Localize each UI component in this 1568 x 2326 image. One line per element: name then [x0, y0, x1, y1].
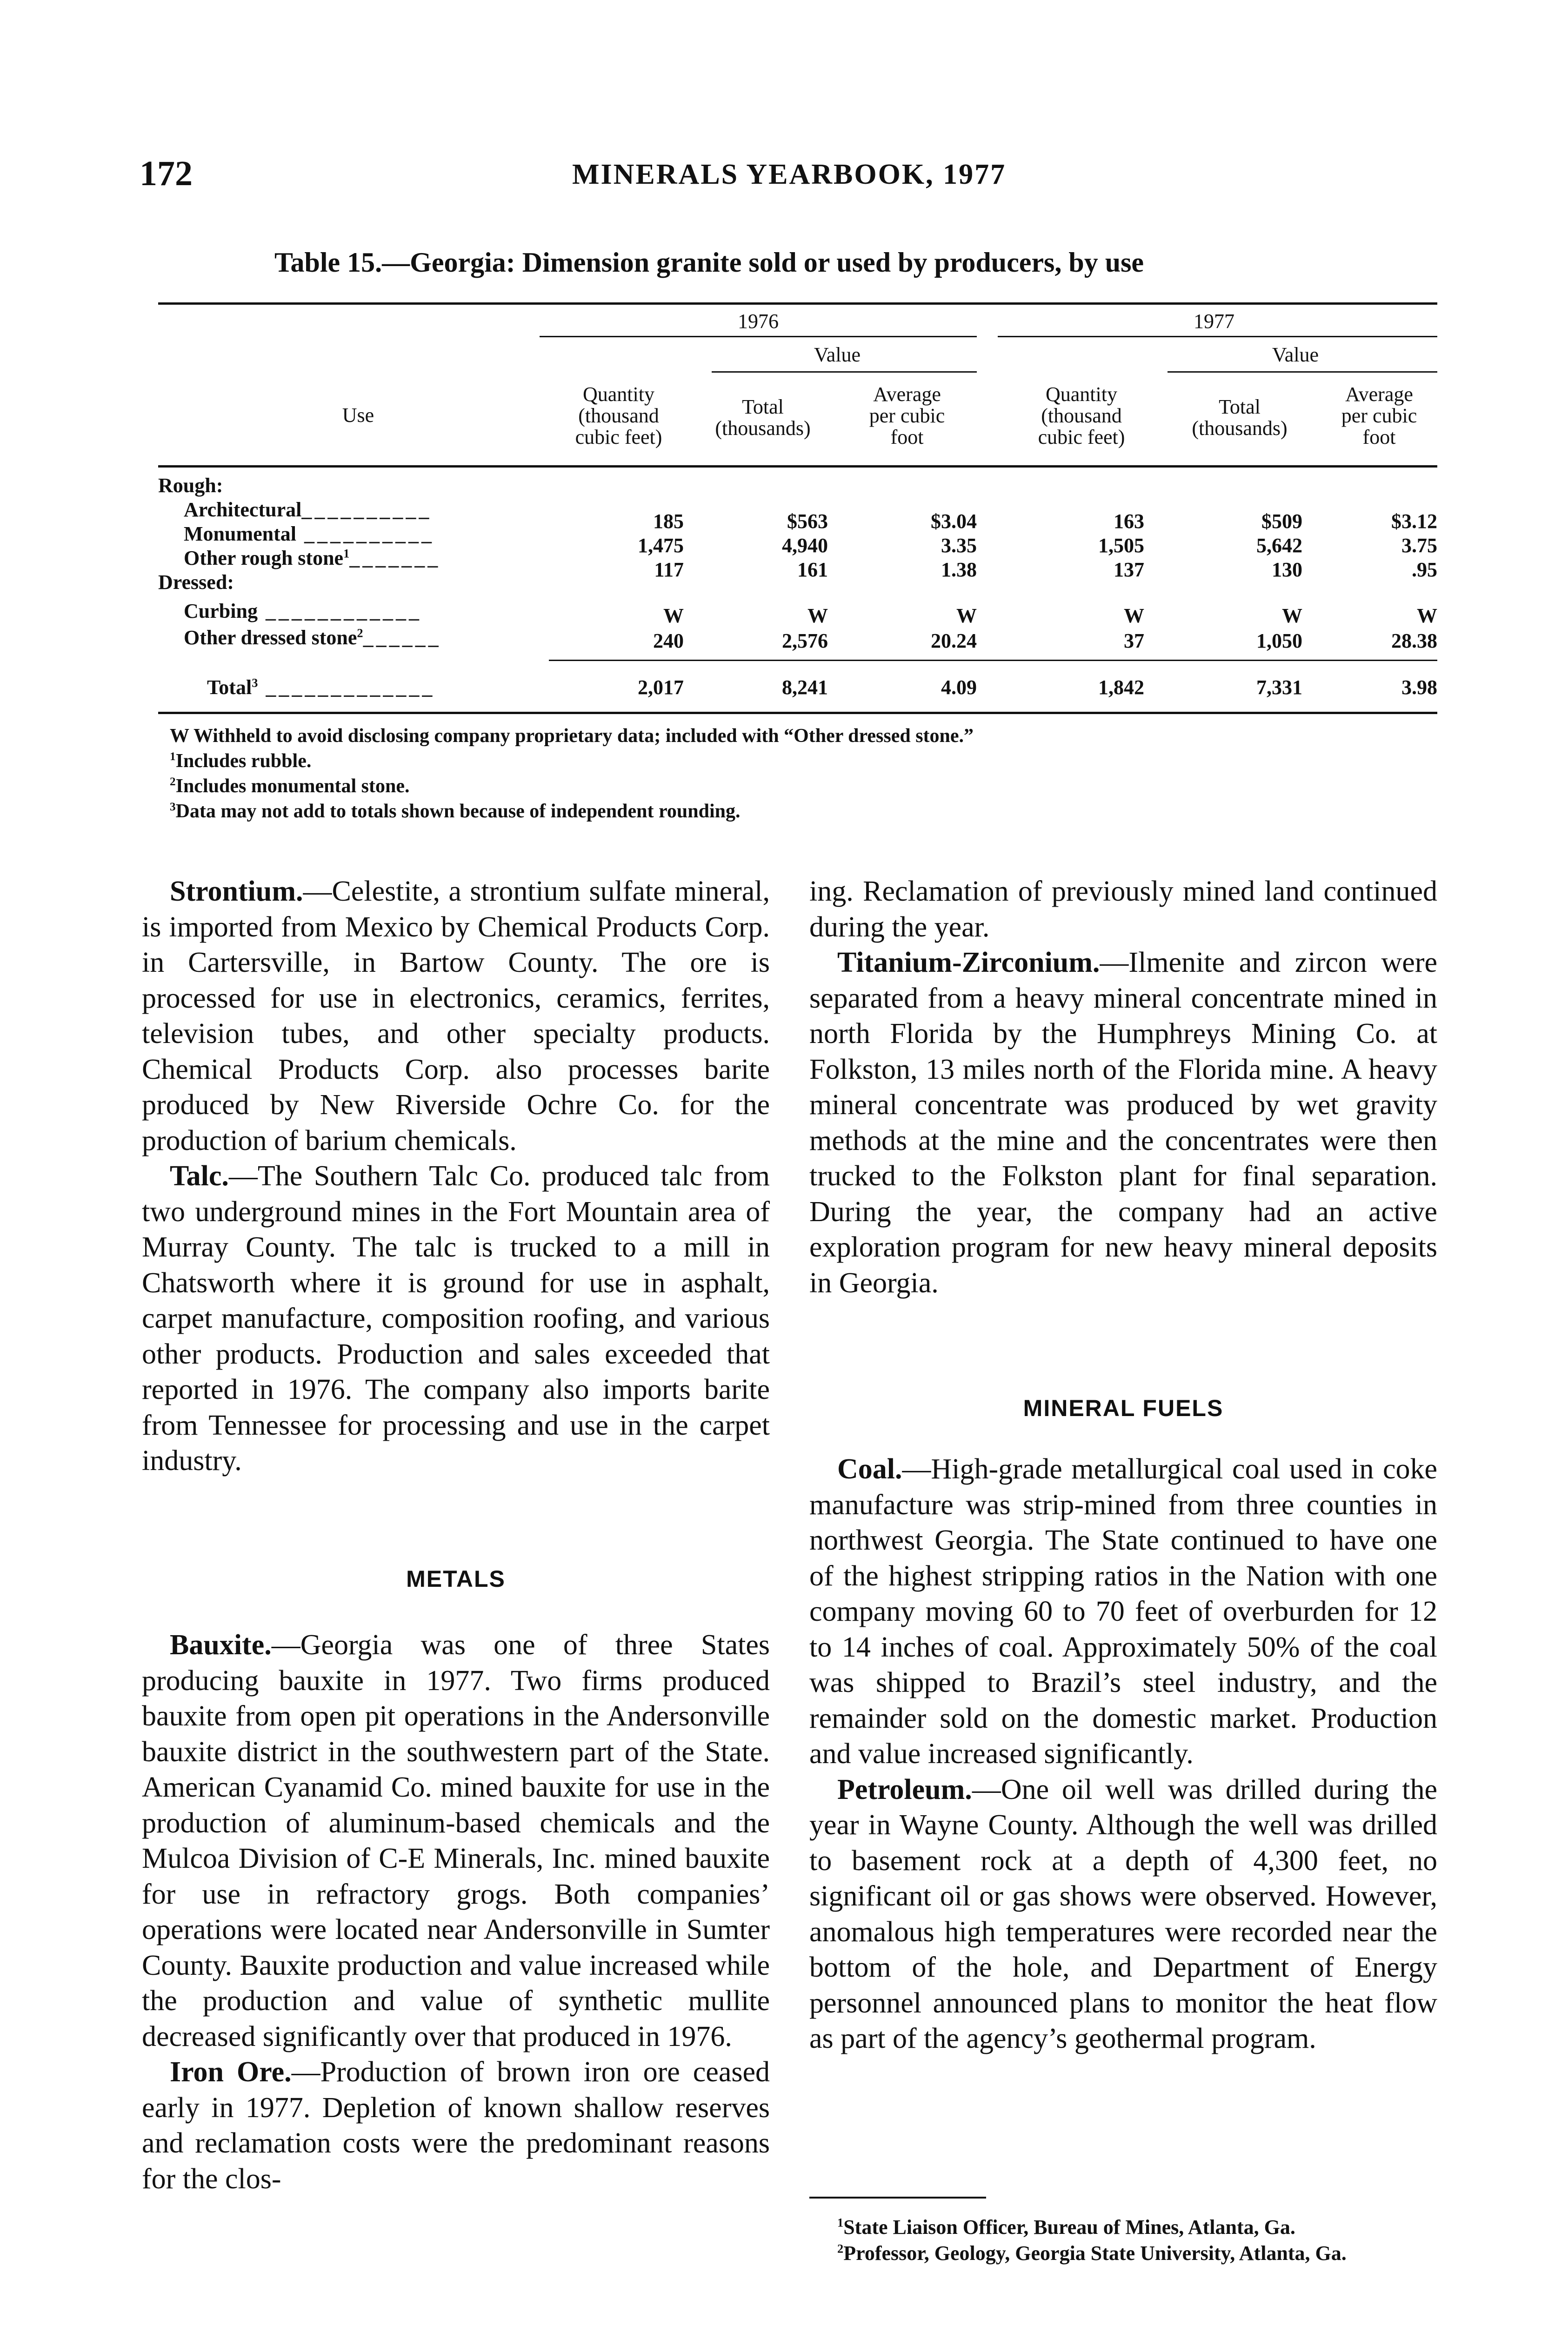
cell-other-dressed-a76: 20.24: [931, 629, 977, 652]
table-footnote-2: $^2$Includes monumental stone.: [170, 775, 410, 797]
cell-architectural-t77: $509: [1261, 510, 1302, 533]
value-1976-heading: Value: [814, 343, 861, 366]
value-1977-rule: [1168, 371, 1437, 373]
cell-other-rough-a76: 1.38: [941, 558, 977, 581]
row-label-monumental: Monumental __________: [184, 522, 434, 545]
cell-monumental-a77: 3.75: [1401, 534, 1437, 557]
cell-curbing-t76: W: [807, 604, 828, 627]
bauxite-paragraph: Bauxite.—Georgia was one of three States producing bauxite in 1977. Two firms produced bauxite from open pit operations in the Andersonville bauxite district in the southwestern part of the State. American Cyanamid Co. mined bauxite for use in the production of aluminum-based chemicals and the Mulcoa Division of C-E Minerals, Inc. mined bauxite for use in refractory grogs. Both companies’ operations were located near Andersonville in Sumter County. Bauxite production and value increased while the production and value of synthetic mullite decreased significantly over that produced in 1976.: [142, 1629, 770, 2052]
cell-other-rough-q77: 137: [1114, 558, 1144, 581]
table-footnote-w: W Withheld to avoid disclosing company proprietary data; included with “Other dressed stone.”: [170, 725, 974, 747]
quantity-1976-heading: Quantity (thousand cubic feet): [575, 383, 662, 448]
cell-other-rough-t77: 130: [1272, 558, 1302, 581]
cell-architectural-a77: $3.12: [1391, 510, 1437, 533]
metals-heading: METALS: [406, 1566, 506, 1592]
coal-paragraph: Coal.—High-grade metallurgical coal used in coke manufacture was strip-mined from three counties in northwest Georgia. The State continued to have one of the highest stripping ratios in the Nation with one company moving 60 to 70 feet of overburden for 12 to 14 inches of coal. Approximately 50% of the coal was shipped to Brazil’s steel industry, and the remainder sold on the domestic market. Production and value increased significantly.: [809, 1453, 1437, 1770]
row-label-architectural: Architectural__________: [184, 498, 432, 521]
right-column-top: [809, 874, 1437, 1301]
cell-curbing-t77: W: [1282, 604, 1302, 627]
cell-other-rough-q76: 117: [654, 558, 684, 581]
author-note-1: $^1$State Liaison Officer, Bureau of Mines, Atlanta, Ga.: [837, 2215, 1295, 2239]
cell-monumental-a76: 3.35: [941, 534, 977, 557]
iron-ore-paragraph: Iron Ore.—Production of brown iron ore ceased early in 1977. Depletion of known shallow reserves and reclamation costs were the predominant reasons for the clos-: [142, 2056, 770, 2195]
cell-curbing-a76: W: [956, 604, 977, 627]
cell-architectural-q76: 185: [653, 510, 684, 533]
group-dressed: Dressed:: [158, 571, 234, 594]
quantity-1977-heading: Quantity (thousand cubic feet): [1038, 383, 1125, 448]
average-1976-heading: Average per cubic foot: [869, 383, 945, 448]
cell-other-dressed-t76: 2,576: [782, 629, 828, 652]
petroleum-paragraph: Petroleum.—One oil well was drilled during the year in Wayne County. Although the well was drilled to basement rock at a depth of 4,300 feet, no significant oil or gas shows were observed. However, anomalous high temperatures were recorded near the bottom of the hole, and Department of Energy personnel announced plans to monitor the heat flow as part of the agency’s geothermal program.: [809, 1773, 1437, 2054]
strontium-paragraph: Strontium.—Celestite, a strontium sulfate mineral, is imported from Mexico by Chemical Products Corp. in Cartersville, in Bartow County. The ore is processed for use in electronics, ceramics, ferrites, television tubes, and other specialty products. Chemical Products Corp. also processes barite produced by New Riverside Ochre Co. for the production of barium chemicals.: [142, 876, 770, 1156]
cell-total-t76: 8,241: [782, 676, 828, 699]
cell-monumental-t76: 4,940: [782, 534, 828, 557]
talc-paragraph: Talc.—The Southern Talc Co. produced talc from two underground mines in the Fort Mountain area of Murray County. The talc is trucked to a mill in Chatsworth where it is ground for use in asphalt, carpet manufacture, composition roofing, and various other products. Production and sales exceeded that reported in 1976. The company also imports barite from Tennessee for processing and use in the carpet industry.: [142, 1160, 770, 1477]
left-column-bottom: [142, 1627, 770, 2197]
year-1977-heading: 1977: [1194, 310, 1234, 333]
cell-total-a76: 4.09: [941, 676, 977, 699]
cell-curbing-q76: W: [663, 604, 684, 627]
cell-monumental-t77: 5,642: [1256, 534, 1302, 557]
page-number: 172: [140, 154, 193, 193]
use-heading: Use: [342, 404, 374, 427]
cell-other-dressed-q77: 37: [1124, 629, 1144, 652]
year-1976-rule: [540, 336, 977, 337]
cell-total-a77: 3.98: [1401, 676, 1437, 699]
left-column-top: [142, 874, 770, 1479]
author-notes-rule: [809, 2197, 986, 2199]
cell-curbing-a77: W: [1417, 604, 1437, 627]
right-column-bottom: [809, 1451, 1437, 2057]
row-label-curbing: Curbing ____________: [184, 600, 422, 622]
average-1977-heading: Average per cubic foot: [1341, 383, 1417, 448]
header-bottom-rule: [158, 465, 1437, 468]
cell-other-dressed-t77: 1,050: [1256, 629, 1302, 652]
total-1976-heading: Total (thousands): [715, 395, 811, 440]
mineral-fuels-heading: MINERAL FUELS: [1023, 1395, 1224, 1421]
cell-other-dressed-a77: 28.38: [1391, 629, 1437, 652]
author-note-2: $^2$Professor, Geology, Georgia State University, Atlanta, Ga.: [837, 2241, 1347, 2265]
cell-total-t77: 7,331: [1256, 676, 1302, 699]
cell-total-q77: 1,842: [1098, 676, 1144, 699]
table-footnote-1: $^1$Includes rubble.: [170, 750, 312, 772]
year-1977-rule: [998, 336, 1437, 337]
cell-architectural-q77: 163: [1114, 510, 1144, 533]
year-1976-heading: 1976: [738, 310, 779, 333]
value-1976-rule: [712, 371, 977, 373]
value-1977-heading: Value: [1272, 343, 1319, 366]
table-top-rule: [158, 302, 1437, 305]
group-rough: Rough:: [158, 474, 223, 497]
row-label-other-dressed: Other dressed stone$^2$______: [184, 626, 441, 649]
cell-architectural-a76: $3.04: [931, 510, 977, 533]
cell-monumental-q76: 1,475: [638, 534, 684, 557]
cell-curbing-q77: W: [1124, 604, 1144, 627]
cell-total-q76: 2,017: [638, 676, 684, 699]
cell-monumental-q77: 1,505: [1098, 534, 1144, 557]
cell-other-rough-a77: .95: [1412, 558, 1437, 581]
row-label-other-rough: Other rough stone$^1$_______: [184, 546, 441, 569]
cell-architectural-t76: $563: [787, 510, 828, 533]
table-title: Table 15.—Georgia: Dimension granite sold or used by producers, by use: [274, 247, 1144, 278]
continuation-paragraph: ing. Reclamation of previously mined land continued during the year.: [809, 876, 1437, 943]
total-1977-heading: Total (thousands): [1192, 395, 1288, 440]
table-bottom-rule: [158, 712, 1437, 714]
table-footnote-3: $^3$Data may not add to totals shown because of independent rounding.: [170, 801, 741, 822]
titanium-paragraph: Titanium-Zirconium.—Ilmenite and zircon were separated from a heavy mineral concentrate mined in north Florida by the Humphreys Mining Co. at Folkston, 13 miles north of the Florida mine. A heavy mineral concentrate was produced by wet gravity methods at the mine and the concentrates were then trucked to the Folkston plant for final separation. During the year, the company had an active exploration program for new heavy mineral deposits in Georgia.: [809, 947, 1437, 1299]
running-head: MINERALS YEARBOOK, 1977: [572, 159, 1007, 190]
row-label-total: Total$^3$ _____________: [207, 675, 435, 699]
cell-other-dressed-q76: 240: [653, 629, 684, 652]
total-rule: [549, 660, 1437, 661]
cell-other-rough-t76: 161: [797, 558, 828, 581]
